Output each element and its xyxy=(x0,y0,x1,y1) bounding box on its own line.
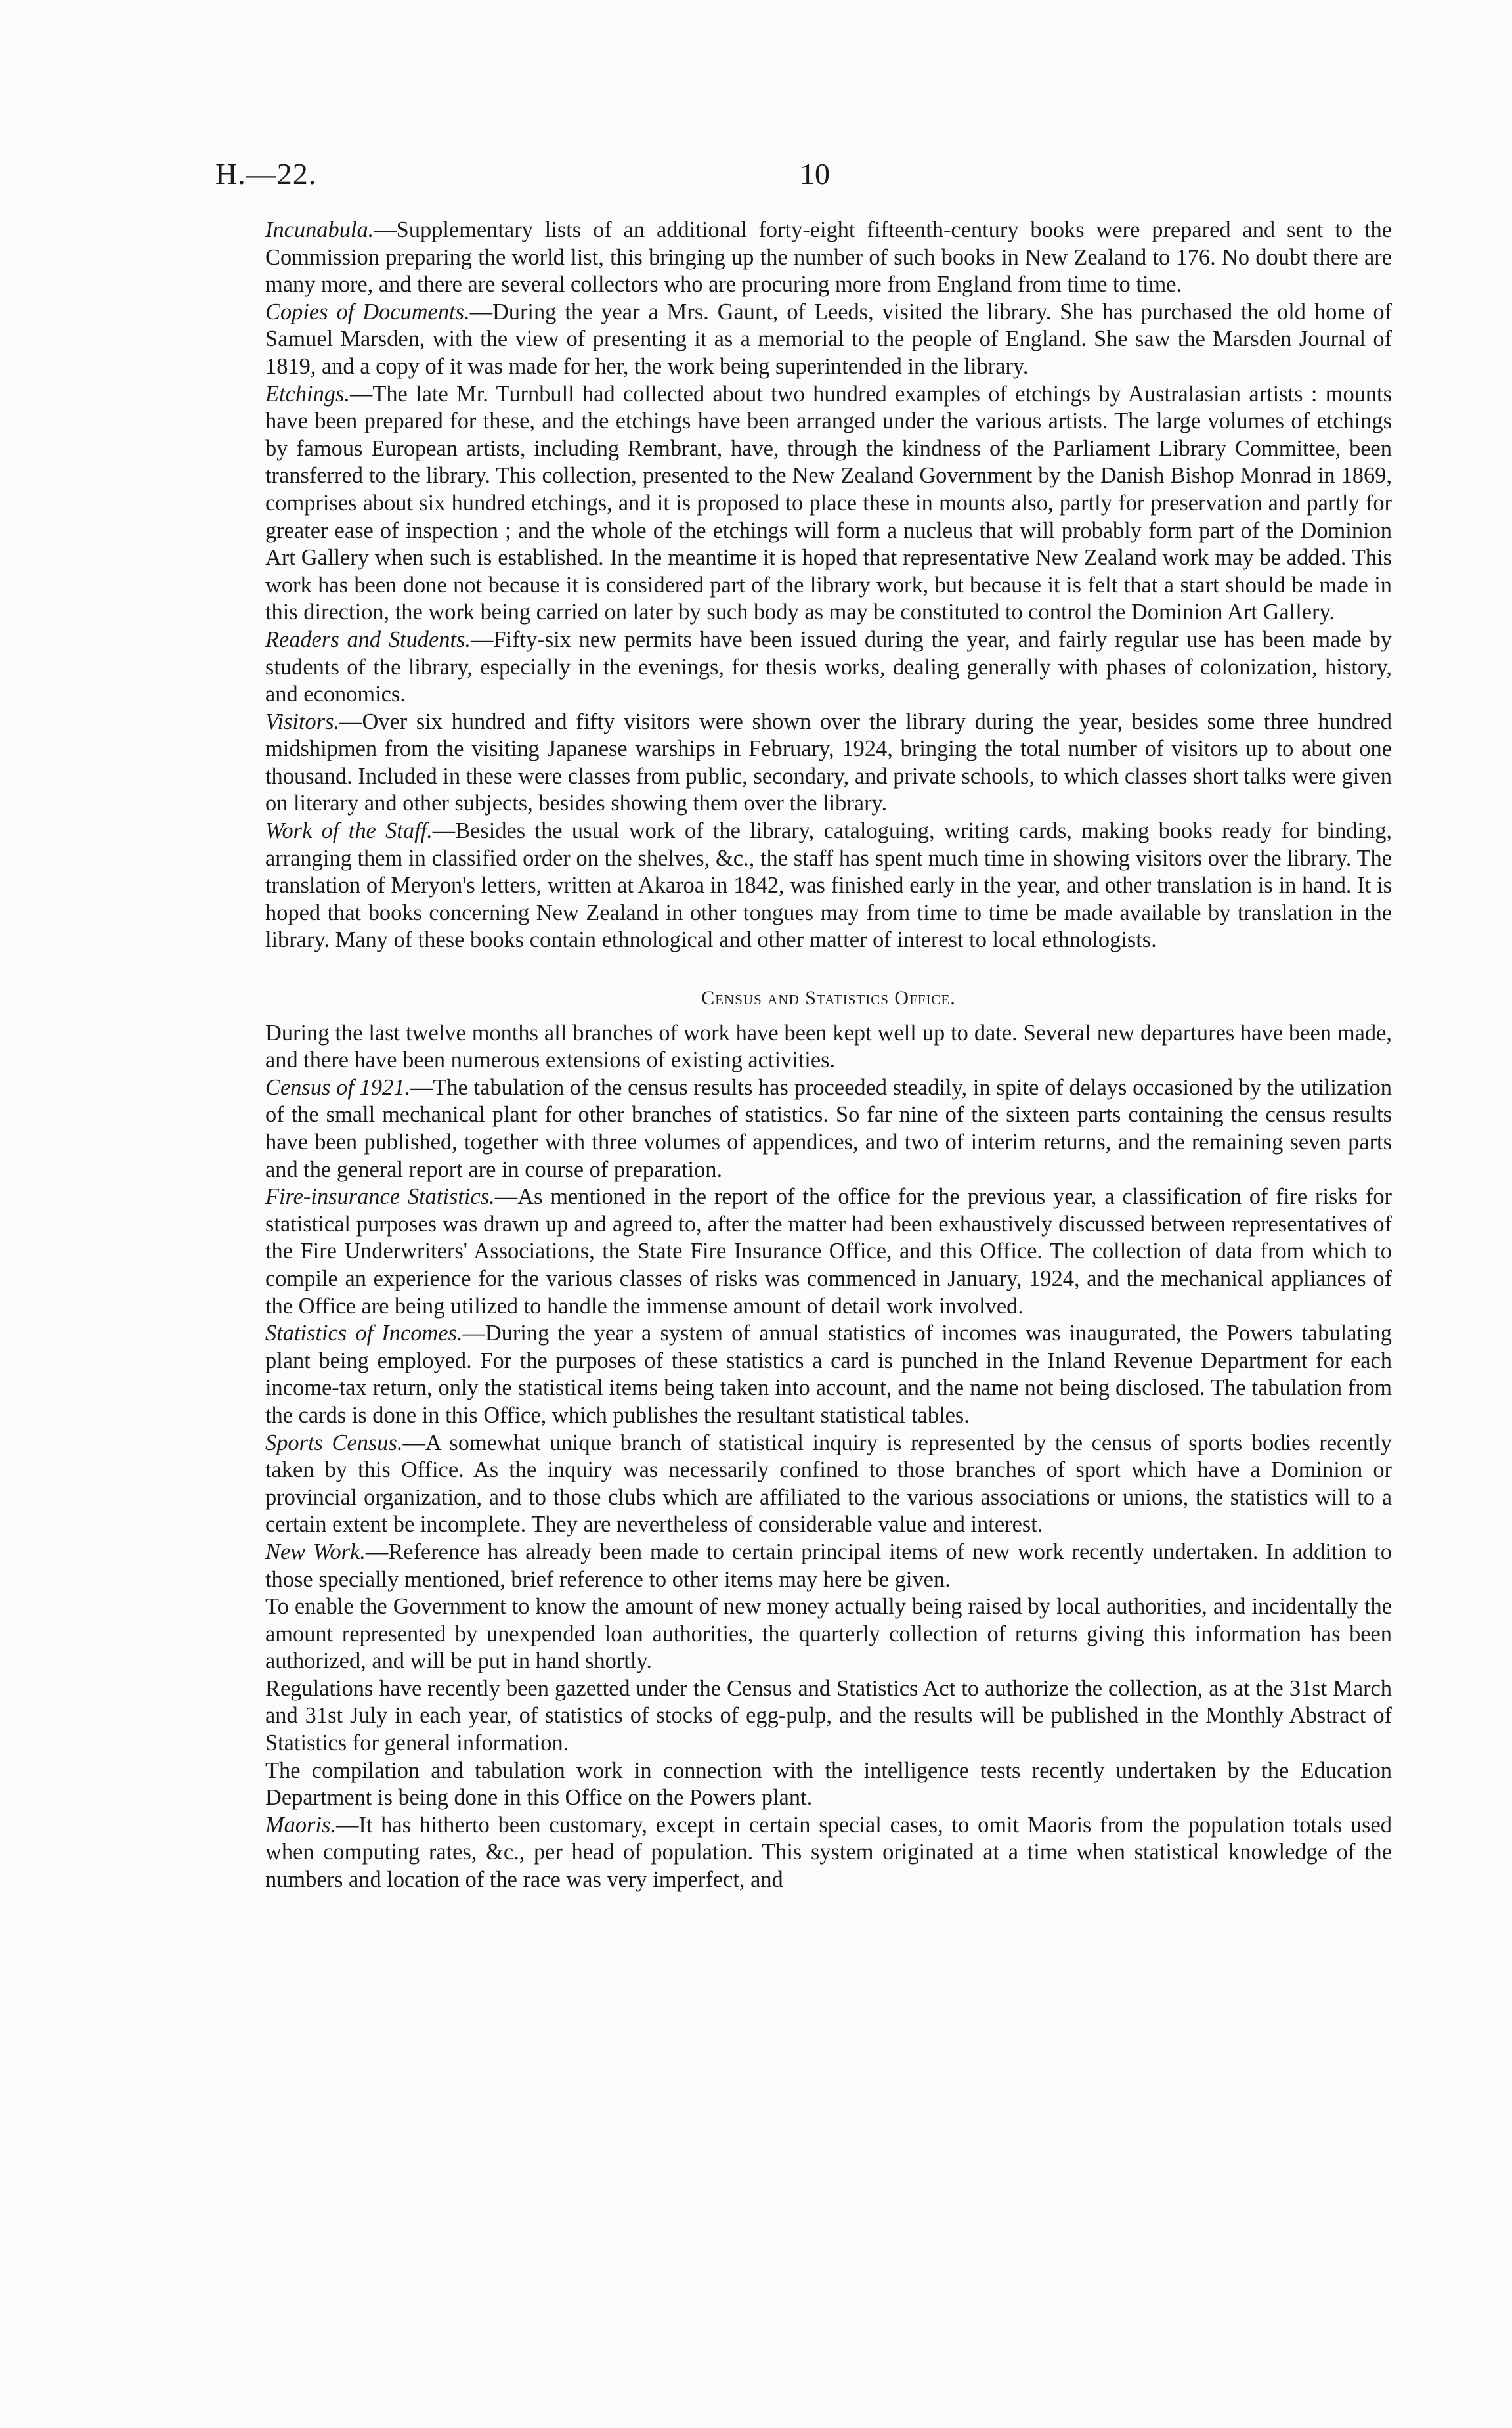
paragraph-local-authorities-returns xyxy=(265,1593,1392,1675)
paragraph-lead: Etchings. xyxy=(265,381,350,407)
paragraph-etchings xyxy=(265,381,1392,627)
paragraph-statistics-of-incomes xyxy=(265,1320,1392,1429)
paragraph-text: —Supplementary lists of an additional forty-eight fifteenth-century books were prepared and sent to the Commission preparing the world list, this bringing up the number of such books in New Zealand to 176. No doubt there are many more, and there are several collectors who are procuring more from England from time to time. xyxy=(265,217,1392,298)
paragraph-lead: Work of the Staff. xyxy=(265,818,433,844)
paragraph-text: —Reference has already been made to certain principal items of new work recently undertaken. In addition to those specially mentioned, brief reference to other items may here be given. xyxy=(265,1539,1392,1592)
paragraph-lead: Statistics of Incomes. xyxy=(265,1321,463,1346)
paragraph-text: During the last twelve months all branches of work have been kept well up to date. Several new departures have been made, and there have been numerous extensions of existing activities. xyxy=(265,1020,1392,1073)
paragraph-text: —Over six hundred and fifty visitors were shown over the library during the year, besides some three hundred midshipmen from the visiting Japanese warships in February, 1924, bringing the total number of visitors up to about one thousand. Included in these were classes from public, secondary, and private schools, to which classes short talks were given on literary and other subjects, besides showing them over the library. xyxy=(265,709,1392,816)
paragraph-visitors xyxy=(265,709,1392,818)
paragraph-lead: Readers and Students. xyxy=(265,627,471,652)
paragraph-lead: Visitors. xyxy=(265,709,340,734)
document-body xyxy=(265,217,1392,1894)
paragraph-incunabula xyxy=(265,217,1392,299)
paragraph-text: —During the year a system of annual statistics of incomes was inaugurated, the Powers tabulating plant being employed. For the purposes of these statistics a card is punched in the Inland Revenue Department for each income-tax return, only the statistical items being taken into account, and the name not being disclosed. The tabulation from the cards is done in this Office, which publishes the resultant statistical tables. xyxy=(265,1321,1392,1428)
paragraph-text: —It has hitherto been customary, except in certain special cases, to omit Maoris from the population totals used when computing rates, &c., per head of population. This system originated at a time when statistical knowledge of the numbers and location of the race was very imperfect, and xyxy=(265,1812,1392,1893)
paragraph-text: —Besides the usual work of the library, cataloguing, writing cards, making books ready for binding, arranging them in classified order on the shelves, &c., the staff has spent much time in showing visitors over the library. The translation of Meryon's letters, written at Akaroa in 1842, was finished early in the year, and other translation is in hand. It is hoped that books concerning New Zealand in other tongues may from time to time be made available by translation in the library. Many of these books contain ethnological and other matter of interest to local ethnologists. xyxy=(265,818,1393,953)
paragraph-lead: Maoris. xyxy=(265,1812,336,1838)
paragraph-text: The compilation and tabulation work in connection with the intelligence tests recently undertaken by the Education Department is being done in this Office on the Powers plant. xyxy=(265,1757,1392,1811)
paragraph-work-of-the-staff xyxy=(265,818,1392,954)
paragraph-lead: Incunabula. xyxy=(265,217,374,242)
paragraph-sports-census xyxy=(265,1430,1392,1539)
paragraph-text: —As mentioned in the report of the office for the previous year, a classification of fire risks for statistical purposes was drawn up and agreed to, after the matter had been exhaustively discussed between representatives of the Fire Underwriters' Associations, the State Fire Insurance Office, and this Office. The collection of data from which to compile an experience for the various classes of risks was commenced in January, 1924, and the mechanical appliances of the Office are being utilized to handle the immense amount of detail work involved. xyxy=(265,1184,1392,1319)
paragraph-lead: Sports Census. xyxy=(265,1430,403,1455)
paragraph-text: —A somewhat unique branch of statistical inquiry is represented by the census of sports bodies recently taken by this Office. As the inquiry was necessarily confined to those branches of sport which have a Dominion or provincial organization, and to those clubs which are affiliated to the various associations or unions, the statistics will to a certain extent be incomplete. They are nevertheless of considerable value and interest. xyxy=(265,1430,1392,1537)
paragraph-egg-pulp-regulations xyxy=(265,1675,1392,1757)
paragraph-maoris xyxy=(265,1812,1392,1894)
paragraph-intro xyxy=(265,1020,1392,1074)
paragraph-lead: Census of 1921. xyxy=(265,1074,411,1100)
page-number: 10 xyxy=(800,157,830,190)
paragraph-new-work xyxy=(265,1539,1392,1593)
document-reference: H.—22. xyxy=(215,157,317,190)
paragraph-text: Regulations have recently been gazetted under the Census and Statistics Act to authorize the collection, as at the 31st March and 31st July in each year, of statistics of stocks of egg-pulp, and the results will be published in the Monthly Abstract of Statistics for general information. xyxy=(265,1675,1392,1756)
paragraph-census-of-1921 xyxy=(265,1074,1392,1183)
paragraph-lead: Copies of Documents. xyxy=(265,299,470,324)
paragraph-fire-insurance-statistics xyxy=(265,1183,1392,1320)
paragraph-intelligence-tests xyxy=(265,1757,1392,1812)
paragraph-text: —During the year a Mrs. Gaunt, of Leeds, visited the library. She has purchased the old home of Samuel Marsden, with the view of presenting it as a memorial to the people of England. She saw the Marsden Journal of 1819, and a copy of it was made for her, the work being superintended in the library. xyxy=(265,299,1392,379)
paragraph-text: To enable the Government to know the amount of new money actually being raised by local authorities, and incidentally the amount represented by unexpended loan authorities, the quarterly collection of returns giving this information has been authorized, and will be put in hand shortly. xyxy=(265,1594,1392,1674)
paragraph-text: —The tabulation of the census results has proceeded steadily, in spite of delays occasioned by the utilization of the small mechanical plant for other branches of statistics. So far nine of the sixteen parts containing the census results have been published, together with three volumes of appendices, and two of interim returns, and the remaining seven parts and the general report are in course of preparation. xyxy=(265,1074,1392,1182)
paragraph-readers-and-students xyxy=(265,627,1392,709)
section-heading: Census and Statistics Office. xyxy=(701,987,956,1009)
paragraph-lead: New Work. xyxy=(265,1539,366,1564)
paragraph-text: —The late Mr. Turnbull had collected about two hundred examples of etchings by Australasian artists : mounts have been prepared for these, and the etchings have been arranged under the various artists. The large volumes of etchings by famous European artists, including Rembrant, have, through the kindness of the Parliament Library Committee, been transferred to the library. This collection, presented to the New Zealand Government by the Danish Bishop Monrad in 1869, comprises about six hundred etchings, and it is proposed to place these in mounts also, partly for preservation and partly for greater ease of inspection ; and the whole of the etchings will form a nucleus that will probably form part of the Dominion Art Gallery when such is established. In the meantime it is hoped that representative New Zealand work may be added. This work has been done not because it is considered part of the library work, but because it is felt that a start should be made in this direction, the work being carried on later by such body as may be constituted to control the Dominion Art Gallery. xyxy=(265,381,1392,625)
paragraph-copies-of-documents xyxy=(265,299,1392,381)
paragraph-text: —Fifty-six new permits have been issued during the year, and fairly regular use has been made by students of the library, especially in the evenings, for thesis works, dealing generally with phases of colonization, history, and economics. xyxy=(265,627,1392,707)
paragraph-lead: Fire-insurance Statistics. xyxy=(265,1184,495,1210)
